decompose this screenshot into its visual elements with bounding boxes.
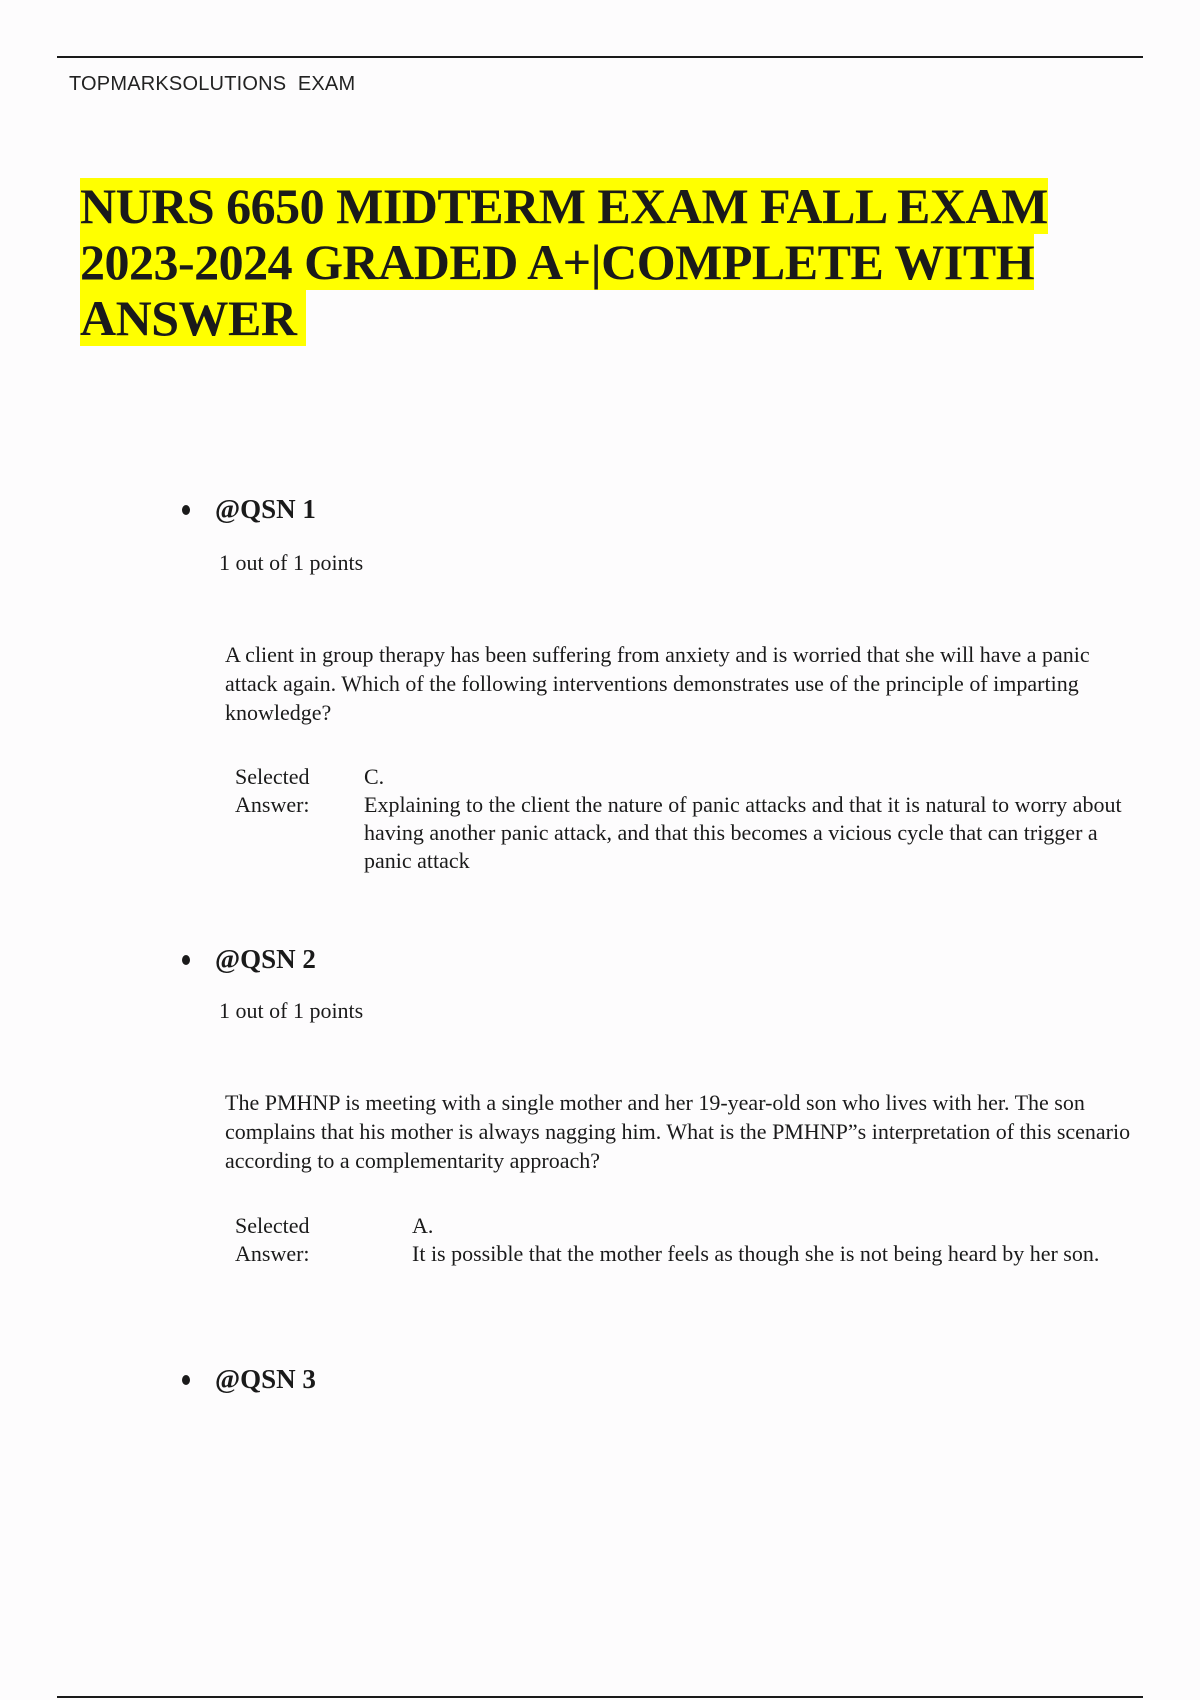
bullet-icon: [182, 505, 190, 515]
question-2-heading: [182, 944, 316, 975]
title-highlight: NURS 6650 MIDTERM EXAM FALL EXAM 2023-2024 GRADED A+|COMPLETE WITH ANSWER: [80, 178, 1048, 346]
footer-rule: [57, 1696, 1143, 1698]
page-header: TOPMARKSOLUTIONS EXAM: [69, 73, 356, 95]
question-1-answer-text: Explaining to the client the nature of panic attacks and that it is natural to worry about having another panic attack, and that this becomes a vicious cycle that can trigger a panic attack: [364, 792, 1122, 873]
question-1-points: 1 out of 1 points: [219, 550, 364, 575]
question-1-label: @QSN 1: [215, 494, 316, 524]
question-1-heading: [182, 494, 316, 525]
question-3-label: @QSN 3: [215, 1364, 316, 1394]
question-2-answer-letter: A.: [412, 1213, 434, 1238]
question-1-text: A client in group therapy has been suffering from anxiety and is worried that she will have a panic attack again. Which of the following interventions demonstrates use of the principle of imparting knowledge?: [225, 642, 1090, 725]
question-2-answer-text: It is possible that the mother feels as though she is not being heard by her son.: [412, 1241, 1100, 1266]
question-1-answer: [364, 763, 1144, 875]
question-2-selected-label: Selected Answer:: [235, 1213, 310, 1266]
document-title: [80, 178, 1060, 346]
bullet-icon: [182, 1375, 190, 1385]
question-2-points: 1 out of 1 points: [219, 998, 364, 1023]
header-rule: [57, 56, 1143, 58]
question-2-answer: [412, 1212, 1132, 1268]
question-1-answer-letter: C.: [364, 764, 385, 789]
question-2-text: The PMHNP is meeting with a single mother and her 19-year-old son who lives with her. The son complains that his mother is always nagging him. What is the PMHNP”s interpretation of this scenario according to a complementarity approach?: [225, 1090, 1131, 1173]
bullet-icon: [182, 955, 190, 965]
question-3-heading: [182, 1364, 316, 1395]
question-2-label: @QSN 2: [215, 944, 316, 974]
question-1-selected-label: Selected Answer:: [235, 764, 310, 817]
